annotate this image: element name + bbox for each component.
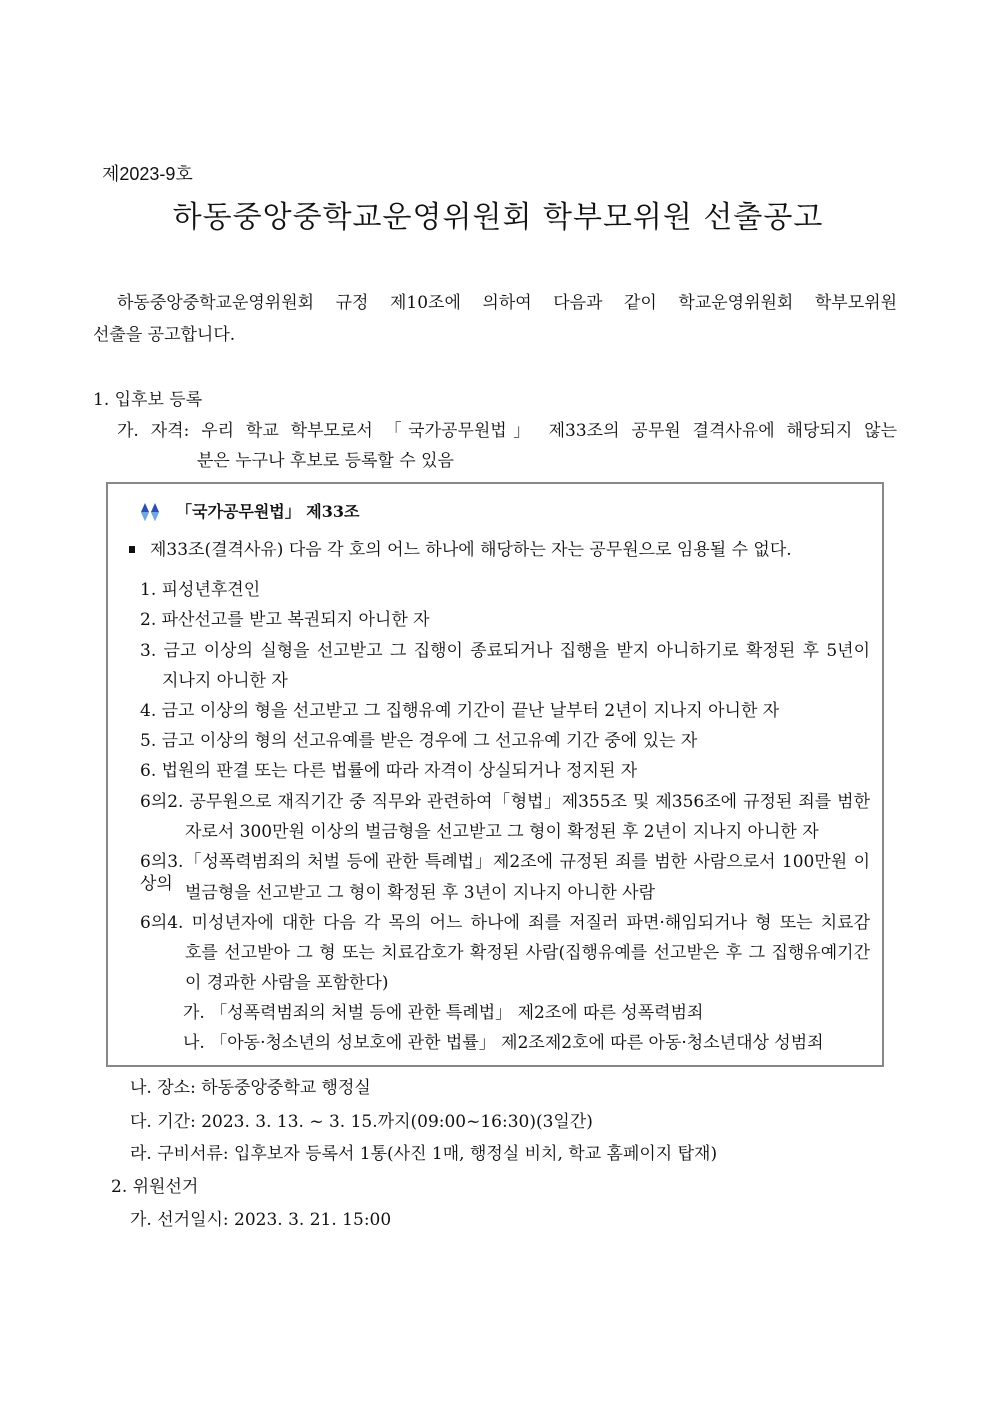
intro-line-1: 하동중앙중학교운영위원회 규정 제10조에 의하여 다음과 같이 학교운영위원회 학부모위원 <box>117 293 897 313</box>
square-bullet-icon <box>129 546 135 553</box>
box-heading: 「국가공무원법」 제33조 <box>176 502 360 521</box>
list-item: 6. 법원의 판결 또는 다른 법률에 따라 자격이 상실되거나 정지된 자 <box>140 761 638 781</box>
list-item: 3. 금고 이상의 실형을 선고받고 그 집행이 종료되거나 집행을 받지 아니하기로 확정된 후 5년이 <box>140 641 870 661</box>
qualification-line-1: 가. 자격: 우리 학교 학부모로서 「국가공무원법」 제33조의 공무원 결격사유에 해당되지 않는 <box>117 421 897 441</box>
list-item: 2. 파산선고를 받고 복권되지 아니한 자 <box>140 610 430 630</box>
required-documents: 라. 구비서류: 입후보자 등록서 1통(사진 1매, 행정실 비치, 학교 홈페이지 탑재) <box>130 1144 718 1164</box>
intro-line-2: 선출을 공고합니다. <box>93 325 236 345</box>
list-item: 1. 피성년후견인 <box>140 580 261 600</box>
list-item-continuation: 이 경과한 사람을 포함한다) <box>185 973 389 993</box>
list-item: 6의4. 미성년자에 대한 다음 각 목의 어느 하나에 죄를 저질러 파면·해임되거나 형 또는 치료감 <box>140 913 870 933</box>
list-item: 5. 금고 이상의 형의 선고유예를 받은 경우에 그 선고유예 기간 중에 있는 자 <box>140 731 698 751</box>
list-item: 6의2. 공무원으로 재직기간 중 직무와 관련하여「형법」제355조 및 제356조에 규정된 죄를 범한 <box>140 792 870 812</box>
list-item-continuation: 지나지 아니한 자 <box>162 671 288 691</box>
list-item-continuation: 호를 선고받아 그 형 또는 치료감호가 확정된 사람(집행유예를 선고받은 후 그 집행유예기간 <box>185 943 870 963</box>
registration-place: 나. 장소: 하동중앙중학교 행정실 <box>130 1078 371 1098</box>
document-number: 제2023-9호 <box>102 164 193 184</box>
box-bullet-text: 제33조(결격사유) 다음 각 호의 어느 하나에 해당하는 자는 공무원으로 임용될 수 없다. <box>150 540 792 560</box>
page-title: 하동중앙중학교운영위원회 학부모위원 선출공고 <box>172 200 824 235</box>
list-item-continuation: 벌금형을 선고받고 그 형이 확정된 후 3년이 지나지 아니한 사람 <box>185 883 655 903</box>
sub-list-item: 가. 「성폭력범죄의 처벌 등에 관한 특례법」 제2조에 따른 성폭력범죄 <box>183 1003 704 1023</box>
diamond-icon <box>140 502 160 522</box>
sub-list-item: 나. 「아동·청소년의 성보호에 관한 법률」 제2조제2호에 따른 아동·청소년대상 성범죄 <box>183 1033 824 1053</box>
list-item: 6의3.「성폭력범죄의 처벌 등에 관한 특례법」제2조에 규정된 죄를 범한 사람으로서 100만원 이상의 <box>140 852 870 894</box>
section1-heading: 1. 입후보 등록 <box>93 390 203 410</box>
registration-period: 다. 기간: 2023. 3. 13. ~ 3. 15.까지(09:00~16:30)(3일간) <box>130 1112 593 1132</box>
list-item: 4. 금고 이상의 형을 선고받고 그 집행유예 기간이 끝난 날부터 2년이 지나지 아니한 자 <box>140 701 780 721</box>
qualification-line-2: 분은 누구나 후보로 등록할 수 있음 <box>197 451 454 471</box>
election-date: 가. 선거일시: 2023. 3. 21. 15:00 <box>130 1210 392 1230</box>
section2-heading: 2. 위원선거 <box>111 1177 199 1197</box>
list-item-continuation: 자로서 300만원 이상의 벌금형을 선고받고 그 형이 확정된 후 2년이 지나지 아니한 자 <box>185 822 819 842</box>
